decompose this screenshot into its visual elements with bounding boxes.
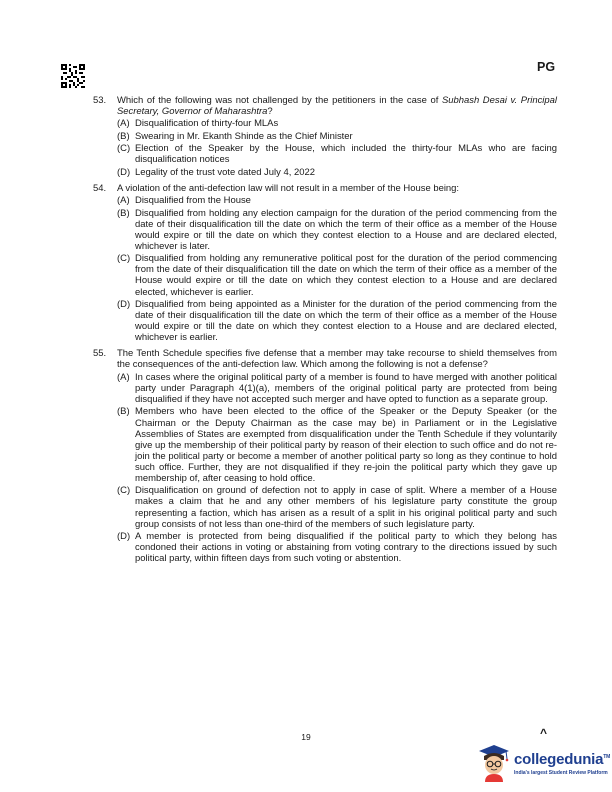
option-label: (C) — [117, 485, 131, 497]
option-c — [117, 485, 557, 529]
logo-name: collegedunia — [514, 751, 604, 768]
paper-code: PG — [537, 60, 556, 74]
option-a — [117, 195, 557, 206]
collegedunia-logo — [476, 742, 610, 782]
option-label: (A) — [117, 118, 130, 130]
option-d — [117, 531, 557, 564]
student-mascot-icon — [476, 742, 512, 782]
question-list — [93, 95, 557, 569]
option-a — [117, 118, 557, 129]
option-a — [117, 372, 557, 405]
option-label: (B) — [117, 406, 130, 418]
option-label: (C) — [117, 143, 131, 155]
option-c — [117, 253, 557, 297]
option-text: Election of the Speaker by the House, which included the thirty-four MLAs who are facing disqualification notices — [135, 143, 557, 166]
question-text: The Tenth Schedule specifies five defense that a member may take recourse to shield themselves from the consequences of the anti-defection law. Which among the following is not a defense? — [117, 348, 557, 371]
option-label: (B) — [117, 207, 130, 219]
option-label: (C) — [117, 253, 131, 265]
question-number: 54. — [93, 182, 107, 194]
option-b — [117, 406, 557, 484]
question-54 — [93, 183, 557, 344]
caret-up-icon: ^ — [540, 726, 548, 740]
option-text: Disqualified from holding any election campaign for the duration of the period commencing from the date of their disqualification till the date on which the term of their office as a member of the House would expire or till the date on which they contest election to a House and are declared elected, whichever is later. — [135, 207, 557, 252]
option-label: (D) — [117, 166, 131, 178]
option-label: (A) — [117, 371, 130, 383]
option-label: (D) — [117, 298, 131, 310]
option-text: Swearing in Mr. Ekanth Shinde as the Chief Minister — [135, 130, 353, 142]
qr-code-icon — [61, 64, 85, 88]
option-text: Disqualification on ground of defection not to apply in case of split. Where a member of a House makes a claim that he and any other members of his legislature party constitute the group representing a faction, which has arisen as a result of a split in his original political party and such group consists of not less than one-third of the members of such legislature party. — [135, 485, 557, 530]
option-text: Legality of the trust vote dated July 4, 2022 — [135, 166, 315, 178]
option-d — [117, 299, 557, 343]
logo-tagline: India's largest Student Review Platform — [514, 770, 608, 776]
logo-trademark: TM — [603, 754, 611, 760]
option-text: Disqualified from holding any remunerative political post for the duration of the period commencing from the date of their disqualification till the date on which the term of their office as a member of the House would expire or till the date on which they contest election to a House and are declared elected, whichever is earlier. — [135, 253, 557, 298]
option-text: Disqualified from the House — [135, 195, 251, 207]
option-label: (B) — [117, 130, 130, 142]
question-text: A violation of the anti-defection law will not result in a member of the House being: — [117, 182, 460, 194]
option-text: Disqualification of thirty-four MLAs — [135, 118, 279, 130]
option-label: (A) — [117, 195, 130, 207]
option-text: Members who have been elected to the office of the Speaker or the Deputy Speaker (or the Chairman or the Deputy Chairman as the case may be) in Parliament or in the Legislative Assemblies of States are exempted from disqualification under the Tenth Schedule if they voluntarily give up the membership of their political party by reason of their election to such office and do not re-join the political party or become a member of another political party so long as they continue to hold such office. Further, they are not disqualified if they re-join the political party which they gave up membership of, after ceasing to hold office. — [135, 406, 557, 484]
question-text: Which of the following was not challenged by the petitioners in the case of Subhash Desai v. Principal Secretary, Governor of Maharashtra? — [117, 95, 557, 118]
option-d — [117, 167, 557, 178]
option-b — [117, 208, 557, 252]
question-55 — [93, 348, 557, 564]
page-number: 19 — [301, 732, 311, 742]
option-text: Disqualified from being appointed as a Minister for the duration of the period commencing from the date of their disqualification till the date on which the term of their office as a member of the House would expire or till the date on which they contest election to a House and are declared elected, whichever is earlier. — [135, 298, 557, 344]
option-text: A member is protected from being disqualified if the political party to which they belong has condoned their actions in voting or abstaining from voting contrary to the directions issued by such political party, within fifteen days from such voting or abstention. — [135, 531, 557, 565]
question-number: 55. — [93, 348, 107, 360]
question-number: 53. — [93, 95, 107, 106]
option-c — [117, 143, 557, 165]
option-label: (D) — [117, 531, 131, 543]
question-53 — [93, 95, 557, 178]
option-text: In cases where the original political party of a member is found to have merged with another political party under Paragraph 4(1)(a), members of the original political party are protected from being disqualified if they have not accepted such merger and have opted to function as a separate group. — [135, 371, 557, 406]
option-b — [117, 131, 557, 142]
